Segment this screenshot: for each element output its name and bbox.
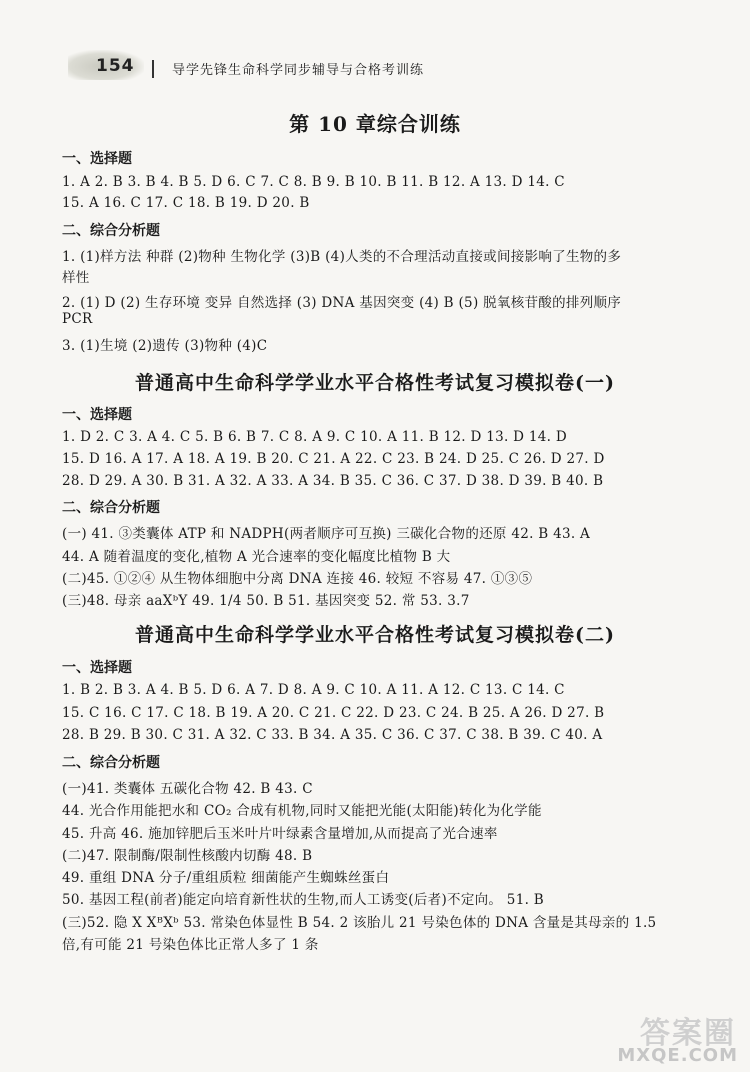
answer-line: 28. B 29. B 30. C 31. A 32. C 33. B 34. A 35. C 36. C 37. C 38. B 39. C 40. A <box>62 727 603 743</box>
answer-line: (二)45. ①②④ 从生物体细胞中分离 DNA 连接 46. 较短 不容易 47. ①③⑤ <box>62 571 533 587</box>
answer-line: 1. D 2. C 3. A 4. C 5. B 6. B 7. C 8. A 9. C 10. A 11. B 12. D 13. D 14. D <box>62 429 567 445</box>
page-number: 154 <box>96 56 135 76</box>
answer-line: (三)48. 母亲 aaXᵇY 49. 1/4 50. B 51. 基因突变 52. 常 53. 3.7 <box>62 593 470 609</box>
header-divider <box>152 60 154 78</box>
answer-line: 倍,有可能 21 号染色体比正常人多了 1 条 <box>62 937 319 953</box>
answer-line: (一) 41. ③类囊体 ATP 和 NADPH(两者顺序可互换) 三碳化合物的还原 42. B 43. A <box>62 526 591 542</box>
answer-line: 1. B 2. B 3. A 4. B 5. D 6. A 7. D 8. A 9. C 10. A 11. A 12. C 13. C 14. C <box>62 682 565 698</box>
chapter-title: 第 10 章综合训练 <box>289 112 461 136</box>
section-heading: 二、综合分析题 <box>62 223 160 239</box>
answer-line: 1. A 2. B 3. B 4. B 5. D 6. C 7. C 8. B 9. B 10. B 11. B 12. A 13. D 14. C <box>62 174 565 190</box>
page-number-badge <box>68 50 144 80</box>
watermark-logo-text: 答案圈 <box>640 1016 736 1051</box>
section-heading: 二、综合分析题 <box>62 755 160 771</box>
paper-title: 普通高中生命科学学业水平合格性考试复习模拟卷(一) <box>135 372 615 394</box>
section-heading: 一、选择题 <box>62 407 132 423</box>
answer-line: 15. C 16. C 17. C 18. B 19. A 20. C 21. C 22. D 23. C 24. B 25. A 26. D 27. B <box>62 705 605 721</box>
paper-title: 普通高中生命科学学业水平合格性考试复习模拟卷(二) <box>135 624 615 646</box>
answer-line: 2. (1) D (2) 生存环境 变异 自然选择 (3) DNA 基因突变 (4) B (5) 脱氧核苷酸的排列顺序 <box>62 295 622 311</box>
section-heading: 一、选择题 <box>62 660 132 676</box>
watermark-url: MXQE.COM <box>617 1045 738 1066</box>
book-title: 导学先锋生命科学同步辅导与合格考训练 <box>172 63 425 78</box>
answer-line: (一)41. 类囊体 五碳化合物 42. B 43. C <box>62 781 313 797</box>
answer-line: 3. (1)生境 (2)遗传 (3)物种 (4)C <box>62 338 268 354</box>
answer-line: 28. D 29. A 30. B 31. A 32. A 33. A 34. B 35. C 36. C 37. D 38. D 39. B 40. B <box>62 473 604 489</box>
section-heading: 二、综合分析题 <box>62 500 160 516</box>
answer-line: (三)52. 隐 X XᴮXᵇ 53. 常染色体显性 B 54. 2 该胎儿 21 号染色体的 DNA 含量是其母亲的 1.5 <box>62 915 657 931</box>
answer-line: 44. A 随着温度的变化,植物 A 光合速率的变化幅度比植物 B 大 <box>62 549 451 565</box>
site-watermark <box>592 1008 742 1066</box>
answer-line: 1. (1)样方法 种群 (2)物种 生物化学 (3)B (4)人类的不合理活动直接或间接影响了生物的多 <box>62 249 622 265</box>
answer-line: 15. D 16. A 17. A 18. A 19. B 20. C 21. A 22. C 23. B 24. D 25. C 26. D 27. D <box>62 451 605 467</box>
answer-line: 45. 升高 46. 施加锌肥后玉米叶片叶绿素含量增加,从而提高了光合速率 <box>62 826 498 842</box>
answer-line: 44. 光合作用能把水和 CO₂ 合成有机物,同时又能把光能(太阳能)转化为化学能 <box>62 803 542 819</box>
answer-line: PCR <box>62 311 93 327</box>
answer-line: 样性 <box>62 270 90 286</box>
answer-line: 49. 重组 DNA 分子/重组质粒 细菌能产生蜘蛛丝蛋白 <box>62 870 390 886</box>
answer-line: (二)47. 限制酶/限制性核酸内切酶 48. B <box>62 848 313 864</box>
section-heading: 一、选择题 <box>62 151 132 167</box>
answer-line: 50. 基因工程(前者)能定向培育新性状的生物,而人工诱变(后者)不定向。 51. B <box>62 892 544 908</box>
page-header <box>68 48 728 88</box>
answer-line: 15. A 16. C 17. C 18. B 19. D 20. B <box>62 195 310 211</box>
